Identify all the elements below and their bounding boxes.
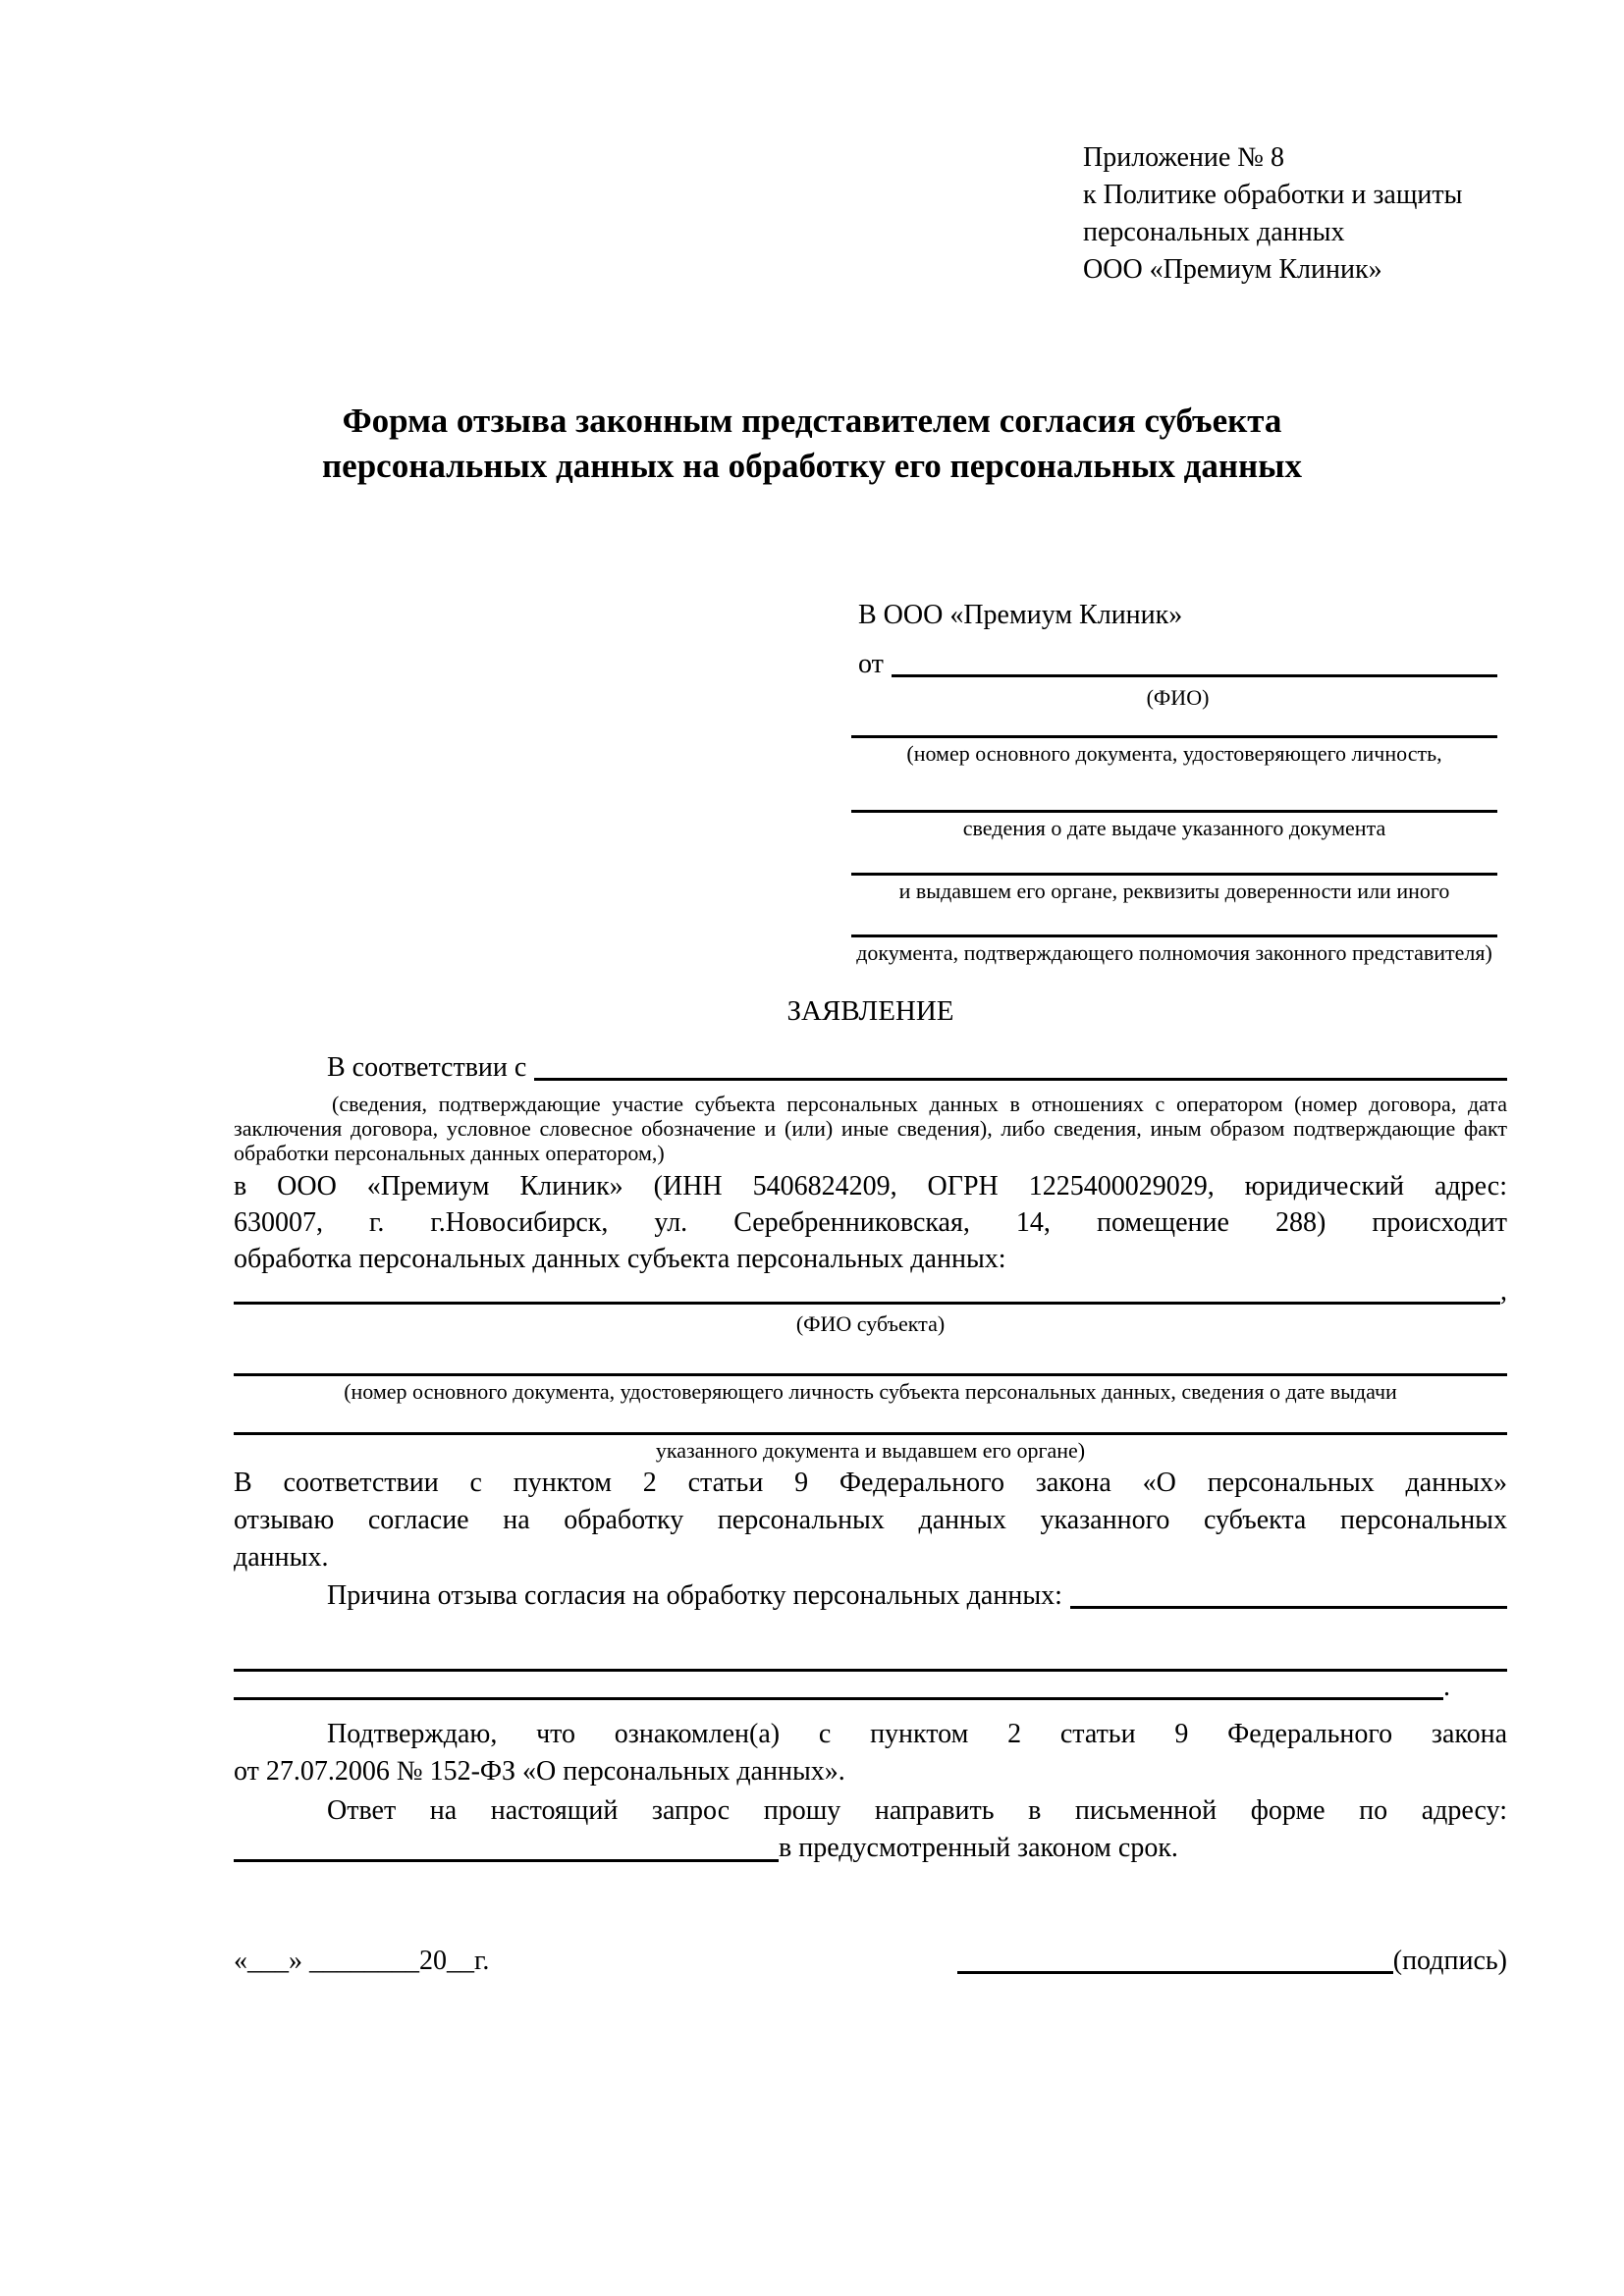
- withdrawal-paragraph: [234, 1465, 1507, 1576]
- subject-fio-caption: (ФИО субъекта): [795, 1311, 946, 1336]
- subject-doc-line[interactable]: [234, 1406, 1507, 1435]
- reply-paragraph: [234, 1792, 1507, 1867]
- intro-caption-line: (сведения, подтверждающие участие субъекта персональных данных в отношениях с оператором (номер договора, дата: [332, 1092, 1507, 1116]
- rep-doc-field-row: [851, 934, 1497, 965]
- confirm-paragraph-line: от 27.07.2006 № 152-ФЗ «О персональных данных».: [234, 1756, 845, 1787]
- signature-block: [957, 1943, 1507, 1979]
- withdrawal-paragraph-line: отзываю согласие на обработку персональных данных указанного субъекта персональных: [234, 1505, 1507, 1535]
- subject-fio-comma: ,: [1500, 1276, 1507, 1307]
- fio-field-line[interactable]: [892, 674, 1497, 677]
- operator-paragraph: [234, 1168, 1507, 1277]
- appendix-note: [1083, 139, 1462, 289]
- reply-address-row: [234, 1830, 1507, 1867]
- withdrawal-paragraph-line: В соответствии с пунктом 2 статьи 9 Федерального закона «О персональных данных»: [234, 1468, 1507, 1498]
- reply-suffix: в предусмотренный законом срок.: [779, 1833, 1178, 1863]
- subject-doc-row: [234, 1406, 1507, 1463]
- intro-caption: [234, 1092, 1507, 1165]
- intro-caption-line: обработки персональных данных оператором,): [234, 1141, 665, 1165]
- subject-fio-row: [234, 1278, 1507, 1336]
- subject-fio-line[interactable]: [234, 1302, 1500, 1305]
- intro-blank-line[interactable]: [534, 1078, 1507, 1081]
- operator-paragraph-line: обработка персональных данных субъекта персональных данных:: [234, 1244, 1006, 1274]
- footer-row: [234, 1942, 1507, 1979]
- field-caption: и выдавшем его органе, реквизиты доверенности или иного: [898, 879, 1450, 903]
- field-caption: (номер основного документа, удостоверяющего личность,: [906, 741, 1442, 766]
- subject-doc-caption: (номер основного документа, удостоверяющего личность субъекта персональных данных, сведения о дате выдачи: [344, 1379, 1397, 1404]
- rep-doc-field-row: [851, 810, 1497, 840]
- rep-doc-field-row: [851, 873, 1497, 903]
- statement-heading: ЗАЯВЛЕНИЕ: [786, 995, 954, 1027]
- rep-doc-field-row: [851, 735, 1497, 766]
- appendix-note-line: персональных данных: [1083, 217, 1345, 247]
- reason-blank-line-2[interactable]: [234, 1641, 1507, 1672]
- appendix-note-line: к Политике обработки и защиты: [1083, 180, 1463, 210]
- document-title-line: персональных данных на обработку его персональных данных: [322, 447, 1302, 485]
- subject-doc-row: [234, 1347, 1507, 1404]
- appendix-note-line: ООО «Премиум Клиник»: [1083, 254, 1382, 285]
- intro-row: [234, 1050, 1507, 1086]
- field-caption: сведения о дате выдаче указанного документа: [962, 816, 1386, 840]
- reply-paragraph-line: Ответ на настоящий запрос прошу направить в письменной форме по адресу:: [327, 1795, 1507, 1826]
- withdrawal-paragraph-line: данных.: [234, 1542, 329, 1573]
- subject-doc-line[interactable]: [234, 1347, 1507, 1376]
- reason-label: Причина отзыва согласия на обработку персональных данных:: [327, 1580, 1062, 1611]
- reason-row: [234, 1578, 1507, 1614]
- from-label: от: [858, 649, 884, 679]
- operator-paragraph-line: в ООО «Премиум Клиник» (ИНН 5406824209, ОГРН 1225400029029, юридический адрес:: [234, 1171, 1507, 1201]
- reason-blank-line[interactable]: [1070, 1606, 1507, 1609]
- blank-line-period: .: [1443, 1672, 1450, 1702]
- confirm-paragraph: [234, 1716, 1507, 1790]
- date-line: «___» ________20__г.: [234, 1946, 490, 1976]
- field-caption: документа, подтверждающего полномочия законного представителя): [856, 940, 1492, 965]
- reason-blank-row-3: [234, 1674, 1507, 1705]
- subject-doc-caption: указанного документа и выдавшем его органе): [655, 1438, 1086, 1463]
- reply-address-blank-line[interactable]: [234, 1859, 779, 1862]
- appendix-note-line: Приложение № 8: [1083, 142, 1284, 173]
- confirm-paragraph-line: Подтверждаю, что ознакомлен(а) с пунктом 2 статьи 9 Федерального закона: [327, 1719, 1507, 1749]
- document-title: [0, 399, 1624, 489]
- signature-blank-line[interactable]: [957, 1971, 1393, 1974]
- fio-caption: (ФИО): [1146, 685, 1210, 710]
- intro-prefix: В соответствии с: [327, 1052, 527, 1083]
- addressee-block: [858, 597, 1497, 710]
- document-title-line: Форма отзыва законным представителем согласия субъекта: [342, 401, 1282, 440]
- addressee-to-line: В ООО «Премиум Клиник»: [858, 600, 1183, 630]
- addressee-from-row: [858, 645, 1497, 682]
- signature-caption: (подпись): [1392, 1946, 1507, 1976]
- intro-caption-line: заключения договора, условное словесное обозначение и (или) иные сведения), либо сведения, иным образом подтверждающие факт: [234, 1116, 1507, 1141]
- reason-blank-line-3[interactable]: [234, 1697, 1443, 1700]
- operator-paragraph-line: 630007, г. г.Новосибирск, ул. Серебренниковская, 14, помещение 288) происходит: [234, 1207, 1507, 1238]
